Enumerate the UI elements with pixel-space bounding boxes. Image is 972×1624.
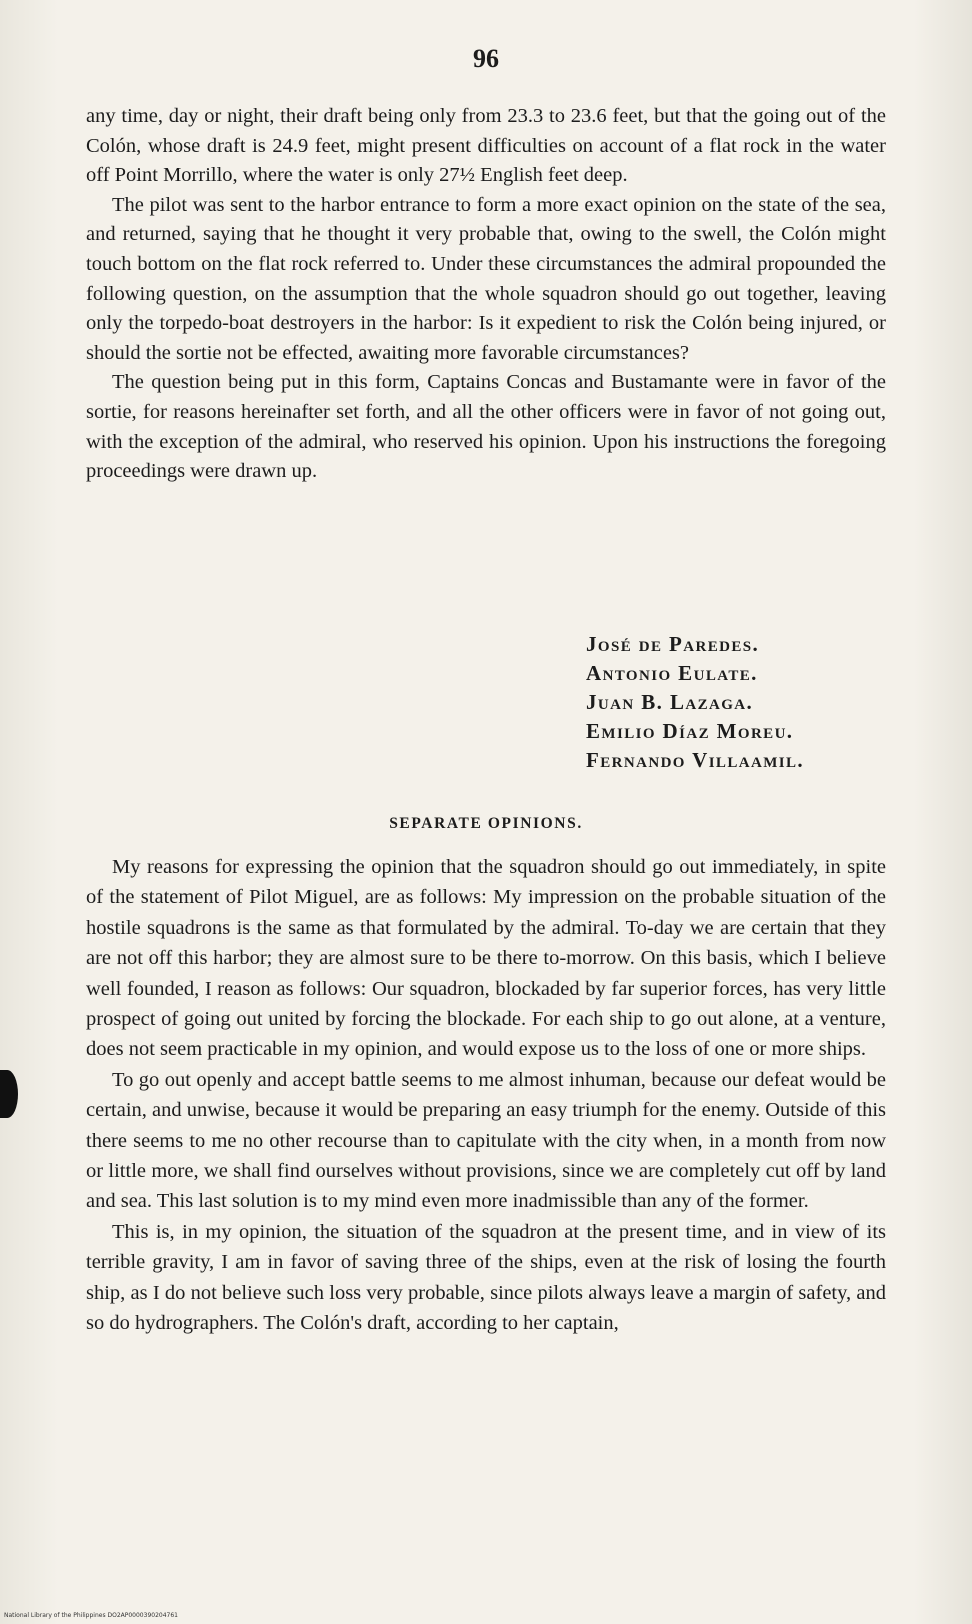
paragraph: The question being put in this form, Captains Concas and Bustamante were in favor of the sortie, for reasons hereinafter set forth, and all the other officers were in favor of not going out, with the exception of the admiral, who reserved his opinion. Upon his instructions the foregoing proceedings were drawn up. <box>86 371 886 483</box>
signature-name: Antonio Eulate. <box>586 661 758 685</box>
ink-blot <box>0 1070 18 1118</box>
signature-list <box>586 630 906 775</box>
signature-name: Fernando Villaamil. <box>586 748 805 772</box>
scan-footer: National Library of the Philippines DO2AP0000390204761 <box>4 1612 178 1619</box>
signature-name: Juan B. Lazaga. <box>586 690 754 714</box>
paragraph: any time, day or night, their draft being only from 23.3 to 23.6 feet, but that the going out of the Colón, whose draft is 24.9 feet, might present difficulties on account of a flat rock in the water off Point Morrillo, where the water is only 27½ English feet deep. <box>86 105 886 187</box>
paragraph: The pilot was sent to the harbor entrance to form a more exact opinion on the state of the sea, and returned, saying that he thought it very probable that, owing to the swell, the Colón might touch bottom on the flat rock referred to. Under these circumstances the admiral propounded the following question, on the assumption that the whole squadron should go out together, leaving only the torpedo-boat destroyers in the harbor: Is it expedient to risk the Colón being injured, or should the sortie not be effected, awaiting more favorable circumstances? <box>86 193 886 364</box>
proceedings-text <box>86 102 886 487</box>
section-heading: SEPARATE OPINIONS. <box>389 815 583 832</box>
separate-opinions-text <box>86 852 886 1339</box>
signature-name: José de Paredes. <box>586 632 760 656</box>
paragraph: This is, in my opinion, the situation of the squadron at the present time, and in view of its terrible gravity, I am in favor of saving three of the ships, even at the risk of losing the fourth ship, as I do not believe such loss very probable, since pilots always leave a margin of safety, and so do hydrographers. The Colón's draft, according to her captain, <box>86 1220 886 1335</box>
signature-name: Emilio Díaz Moreu. <box>586 719 794 743</box>
page-number: 96 <box>473 44 499 73</box>
paragraph: My reasons for expressing the opinion that the squadron should go out immediately, in spite of the statement of Pilot Miguel, are as follows: My impression on the probable situation of the hostile squadrons is the same as that formulated by the admiral. To-day we are certain that they are not off this harbor; they are almost sure to be there to-morrow. On this basis, which I believe well founded, I reason as follows: Our squadron, blockaded by far superior forces, has very little prospect of going out united by forcing the blockade. For each ship to go out alone, at a venture, does not seem practicable in my opinion, and would expose us to the loss of one or more ships. <box>86 856 886 1061</box>
paragraph: To go out openly and accept battle seems to me almost inhuman, because our defeat would be certain, and unwise, because it would be preparing an easy triumph for the enemy. Outside of this there seems to me no other recourse than to capitulate with the city when, in a month from now or little more, we shall find ourselves without provisions, since we are completely cut off by land and sea. This last solution is to my mind even more inadmissible than any of the former. <box>86 1068 886 1213</box>
